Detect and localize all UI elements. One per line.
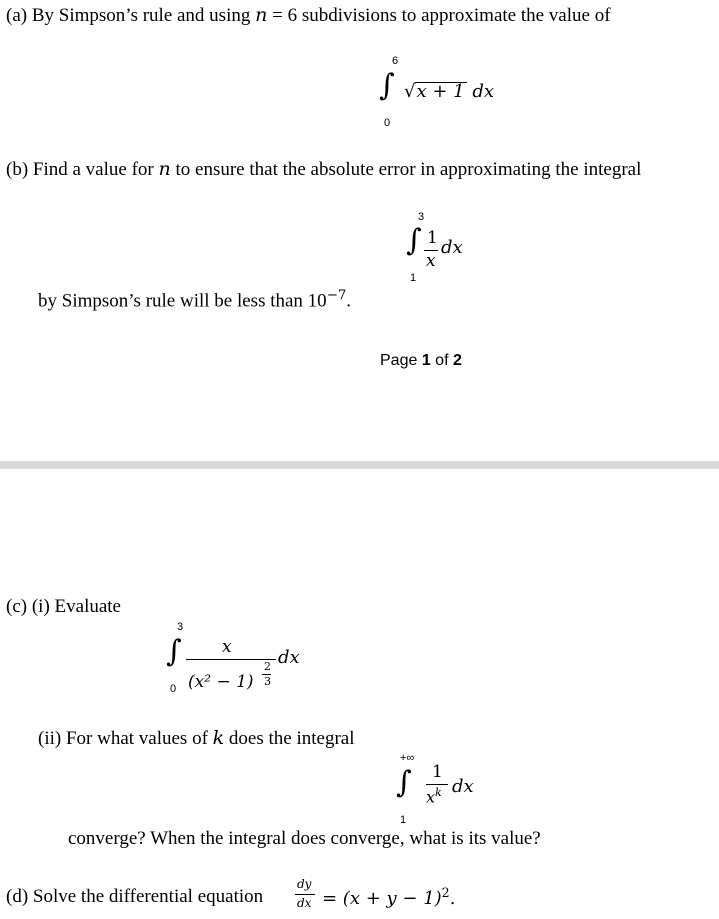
part-a-label: (a) [6,5,28,26]
part-a-line [6,4,611,27]
part-c-sub-ii-tail: does the integral [228,728,355,749]
part-c-ii-numerator: 1 [432,762,443,782]
part-b-label: (b) [6,159,29,180]
part-c-line [6,596,121,618]
part-c-i-lower-limit: 0 [170,683,177,695]
part-c-ii-lower-limit: 1 [400,814,407,826]
part-c-ii-fraction-bar [426,784,448,785]
part-c-question: converge? When the integral does converge, what is its value? [68,828,541,849]
page-mid: of [430,352,453,369]
part-b-integral-sign: ∫ [406,223,422,258]
part-c-ii-den-base: x [426,787,436,807]
part-a-dx: dx [472,81,495,102]
part-c-sub-ii: (ii) For what values of [38,728,208,749]
part-b-text2: to ensure that the absolute error in approximating the integral [175,159,642,180]
part-b-lower-limit: 1 [410,272,417,284]
part-a-upper-limit: 6 [392,55,399,67]
part-a-integral-sign: ∫ [379,68,395,103]
part-b-upper-limit: 3 [418,211,425,223]
part-c-ii-line [38,727,355,750]
part-d-frac-den: dx [297,896,312,910]
page-footer [380,352,462,370]
part-d-rhs-exp: 2 [441,885,450,900]
page-prefix: Page [380,352,422,369]
part-d-label: (d) [6,886,29,907]
part-b-numerator: 1 [427,228,438,248]
part-b-tail-line [38,288,351,312]
part-c-i-exp-num: 2 [264,660,271,673]
part-c-ii-den-exp: k [435,786,442,799]
part-c-k: k [212,727,225,749]
part-b-text: Find a value for [32,159,154,180]
part-b-line [6,158,641,181]
part-d-line [6,886,263,908]
part-a-radicand: x + 1 [416,81,465,102]
part-c-ii-integral-sign: ∫ [396,765,412,800]
part-a-integrand: √x + 1 dx [404,81,495,102]
part-c-label: (c) [6,596,28,617]
part-c-i-dx: dx [278,647,300,668]
part-c-i-denominator: (x² − 1) [188,672,254,692]
part-d-fraction-bar [295,894,315,895]
part-d-text: Solve the differential equation [32,886,264,907]
part-c-ii-upper-limit: +∞ [400,752,415,764]
page-total: 2 [452,352,462,369]
part-c-i-integral-sign: ∫ [166,634,182,669]
part-c-i-exp-den: 3 [264,675,271,688]
part-c-i-numerator: x [222,637,232,657]
part-b-denominator: x [426,251,436,271]
part-c-i-upper-limit: 3 [177,621,184,633]
part-c-sub-i: (i) Evaluate [31,596,121,617]
part-a-text: By Simpson’s rule and using [31,5,251,26]
part-a-lower-limit: 0 [384,117,391,129]
part-c-ii-dx: dx [452,776,474,797]
part-a-n: n [255,4,268,26]
part-d-rhs: = (x + y − 1) [322,888,442,909]
part-a-eq: = 6 subdivisions to approximate the value of [267,5,611,26]
part-c-ii-denominator [426,786,442,806]
part-b-n: n [158,158,171,180]
part-c-i-fraction-bar [186,659,276,660]
part-b-exponent: −7 [326,288,347,303]
part-d-frac-num: dy [297,877,312,891]
part-d-period: . [449,888,456,909]
page-current: 1 [421,352,431,369]
part-b-dx: dx [441,237,463,258]
part-d-rhs-line [322,885,455,909]
page-break-divider [0,461,719,469]
part-b-tail: by Simpson’s rule will be less than 10 [38,290,327,312]
part-b-period: . [346,290,352,312]
